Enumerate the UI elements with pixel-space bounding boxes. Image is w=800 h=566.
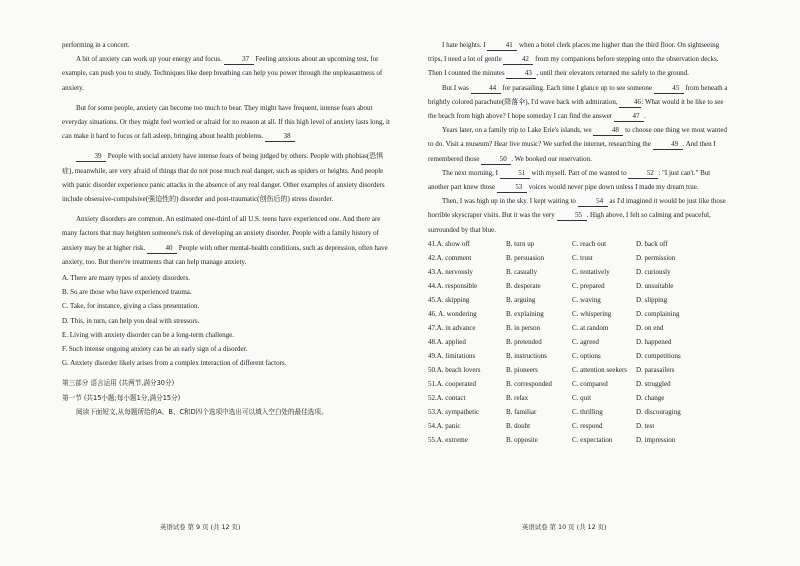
choice-row <box>428 433 732 447</box>
blank-47: 47 <box>614 112 644 122</box>
cloze-paragraph-1: I hate heights. I 41 when a hotel clerk places me higher than the third floor. On sightseeing trips, I need a lot of gentle 42 from my companions before stepping onto the observation decks. Then I counted the minutes 43 , until their elevators returned me safely to the ground. <box>428 41 720 78</box>
choice-row <box>428 349 732 363</box>
choice-option: 43.A. nervously <box>428 267 473 276</box>
blank-53: 53 <box>497 183 527 193</box>
choice-row <box>428 335 732 349</box>
option-b: B. So are those who have experienced trauma. <box>62 288 192 297</box>
blank-40: 40 <box>147 244 177 254</box>
blank-55: 55 <box>557 211 587 221</box>
choice-option: 48.A. applied <box>428 337 466 346</box>
choice-option: 47.A. in advance <box>428 323 476 332</box>
choice-option: C. compared <box>572 379 608 388</box>
blank-42: 42 <box>503 55 533 65</box>
choice-option: B. turn up <box>506 239 535 248</box>
instruction-text: 阅读下面短文,从每题所给的A、B、C和D四个选项中选出可以填入空白处的最佳选项。 <box>76 407 328 416</box>
cloze-paragraph-3: Years later, on a family trip to Lake Erie's islands, we 48 to choose one thing we most wanted to do. Visit a museum? Hear live music? We surfed the internet, researching the 49 . And then I remembered those 50 . We booked our reservation. <box>428 126 727 163</box>
choice-option: D. unsuitable <box>636 281 674 290</box>
choice-option: D. on end <box>636 323 664 332</box>
choice-option: 50.A. beach lovers <box>428 365 481 374</box>
choice-row <box>428 391 732 405</box>
choice-option: B. instructions <box>506 351 547 360</box>
choice-option: 46. A. wondering <box>428 309 477 318</box>
choice-option: D. permission <box>636 253 676 262</box>
choice-row <box>428 419 732 433</box>
choice-option: C. whispering <box>572 309 612 318</box>
page-10-footer: 英语试卷 第 10 页 (共 12 页) <box>522 523 607 531</box>
choice-option: D. competitions <box>636 351 681 360</box>
choice-option: 51.A. cooperated <box>428 379 477 388</box>
blank-41: 41 <box>487 41 517 51</box>
choice-row <box>428 251 732 265</box>
seven-choice-options <box>62 271 390 370</box>
paragraph-4: Anxiety disorders are common. An estimated one-third of all U.S. teens have experienced one. And there are many factors that may heighten someone's risk of developing an anxiety disorder. People with a family history of anxiety may be at higher risk. 40 People with other mental-health conditions, such as depression, often have anxiety, too. But there're treatments that can help manage anxiety. <box>62 215 388 266</box>
choice-row <box>428 377 732 391</box>
page-10 <box>428 38 732 447</box>
choice-option: D. curiously <box>636 267 671 276</box>
choice-row <box>428 321 732 335</box>
blank-49: 49 <box>653 140 683 150</box>
cloze-paragraph-5: Then, I was high up in the sky. I kept waiting to 54 as I'd imagined it would be just like those horrible skyscraper visits. But it was the very 55 . High above, I felt so calming and peaceful, surrounded by that blue. <box>428 197 726 234</box>
choice-option: 55.A. extreme <box>428 435 468 444</box>
choice-option: 52.A. contact <box>428 393 466 402</box>
option-c: C. Take, for instance, giving a class presentation. <box>62 302 200 311</box>
cloze-paragraph-4: The next morning, I 51 with myself. Part of me wanted to 52 : "I just can't." But another part knew those 53 voices would never pipe down unless I made my dream true. <box>428 168 711 192</box>
choice-row <box>428 307 732 321</box>
blank-51: 51 <box>500 169 530 179</box>
page-9-footer: 英语试卷 第 9 页 (共 12 页) <box>160 523 241 531</box>
choice-option: B. familiar <box>506 407 537 416</box>
choice-option: C. agreed <box>572 337 599 346</box>
option-a: A. There are many types of anxiety disorders. <box>62 274 190 283</box>
choice-option: 54.A. panic <box>428 421 461 430</box>
choice-option: B. relax <box>506 393 529 402</box>
choice-option: C. tentatively <box>572 267 610 276</box>
blank-37: 37 <box>224 55 254 65</box>
paragraph-0: performing in a concert. <box>62 41 130 49</box>
paragraph-2: But for some people, anxiety can become too much to bear. They might have frequent, intense fears about everyday situations. Or they might feel worried or afraid for no reason at all. If this high level of anxiety lasts long, it can make it hard to focus or fall asleep, bringing about health problems. 38 <box>62 103 390 141</box>
choice-option: 45.A. skipping <box>428 295 470 304</box>
choice-option: C. attention seekers <box>572 365 628 374</box>
choice-option: C. reach out <box>572 239 607 248</box>
choice-row <box>428 293 732 307</box>
choice-option: C. expectation <box>572 435 613 444</box>
choice-option: D. parasailers <box>636 365 675 374</box>
choice-option: B. casually <box>506 267 538 276</box>
blank-44: 44 <box>471 84 501 94</box>
choice-option: B. arguing <box>506 295 536 304</box>
blank-45: 45 <box>654 84 684 94</box>
blank-39: 39 <box>76 152 106 162</box>
choice-option: D. test <box>636 421 655 430</box>
option-e: E. Living with anxiety disorder can be a long-term challenge. <box>62 330 235 339</box>
blank-38: 38 <box>265 132 295 142</box>
subsection-heading: 第一节 (共15小题;每小题1分,满分15分) <box>62 393 181 402</box>
option-g: G. Anxiety disorder likely arises from a complex interaction of different factors. <box>62 359 287 368</box>
choice-option: C. at random <box>572 323 609 332</box>
choice-option: D. happened <box>636 337 672 346</box>
choice-option: C. respond <box>572 421 603 430</box>
choice-option: B. pioneers <box>506 365 538 374</box>
choice-option: D. discouraging <box>636 407 681 416</box>
choice-option: B. desperate <box>506 281 541 290</box>
choice-option: C. thrilling <box>572 407 603 416</box>
choice-row <box>428 363 732 377</box>
choice-option: B. persuasion <box>506 253 545 262</box>
choice-option: 41.A. show off <box>428 239 470 248</box>
choice-row <box>428 405 732 419</box>
choice-row <box>428 265 732 279</box>
section-heading: 第三部分 语言运用 (共两节,满分30分) <box>62 379 175 388</box>
choice-row <box>428 279 732 293</box>
option-f: F. Such intense ongoing anxiety can be an early sign of a disorder. <box>62 345 248 354</box>
choice-option: C. prepared <box>572 281 605 290</box>
blank-52: 52 <box>628 169 658 179</box>
choice-option: C. trust <box>572 253 593 262</box>
choice-option: 42.A. comment <box>428 253 472 262</box>
choice-option: D. back off <box>636 239 668 248</box>
choice-option: B. opposite <box>506 435 538 444</box>
choice-option: 49.A. limitations <box>428 351 476 360</box>
choice-option: 44.A. responsible <box>428 281 478 290</box>
blank-46: 46 <box>619 98 641 108</box>
choice-option: D. change <box>636 393 665 402</box>
choice-option: D. impression <box>636 435 676 444</box>
paragraph-1: A bit of anxiety can work up your energy and focus. 37 Feeling anxious about an upcoming test, for example, can push you to study. Techniques like deep breathing can help you power through the unpleasantness of anxiety. <box>62 55 383 92</box>
paragraph-3: 39 People with social anxiety have intense fears of being judged by others. People with phobias(恐惧症), meanwhile, are very afraid of things that do not pose much real danger, such as spiders or heights. And people with panic disorder experience panic attacks in the absence of any real danger. Other examples of anxiety disorders include obsessive-compulsive(强迫性的) disorder and post-traumatic(创伤后的) stress disorder. <box>62 152 385 204</box>
choice-option: B. corresponded <box>506 379 552 388</box>
cloze-choices <box>428 237 732 447</box>
choice-option: C. options <box>572 351 601 360</box>
choice-option: B. doubt <box>506 421 531 430</box>
option-d: D. This, in turn, can help you deal with stressors. <box>62 316 200 325</box>
choice-option: D. slipping <box>636 295 668 304</box>
choice-option: B. explaining <box>506 309 544 318</box>
page-9 <box>62 38 390 419</box>
choice-option: B. pretended <box>506 337 542 346</box>
choice-option: D. complaining <box>636 309 680 318</box>
cloze-paragraph-2: But I was 44 for parasailing. Each time I glance up to see someone 45 from beneath a brightly colored parachute(降落伞), I'd wave back with admiration, 46: What would it be like to see the beach from high above? I hope someday I can find the answer 47 . <box>428 83 728 121</box>
choice-option: B. in person <box>506 323 541 332</box>
choice-option: C. waving <box>572 295 601 304</box>
blank-48: 48 <box>593 126 623 136</box>
blank-50: 50 <box>481 155 511 165</box>
choice-option: D. struggled <box>636 379 671 388</box>
blank-54: 54 <box>578 197 608 207</box>
choice-option: C. quit <box>572 393 592 402</box>
blank-43: 43 <box>506 69 536 79</box>
choice-option: 53.A. sympathetic <box>428 407 480 416</box>
choice-row <box>428 237 732 251</box>
